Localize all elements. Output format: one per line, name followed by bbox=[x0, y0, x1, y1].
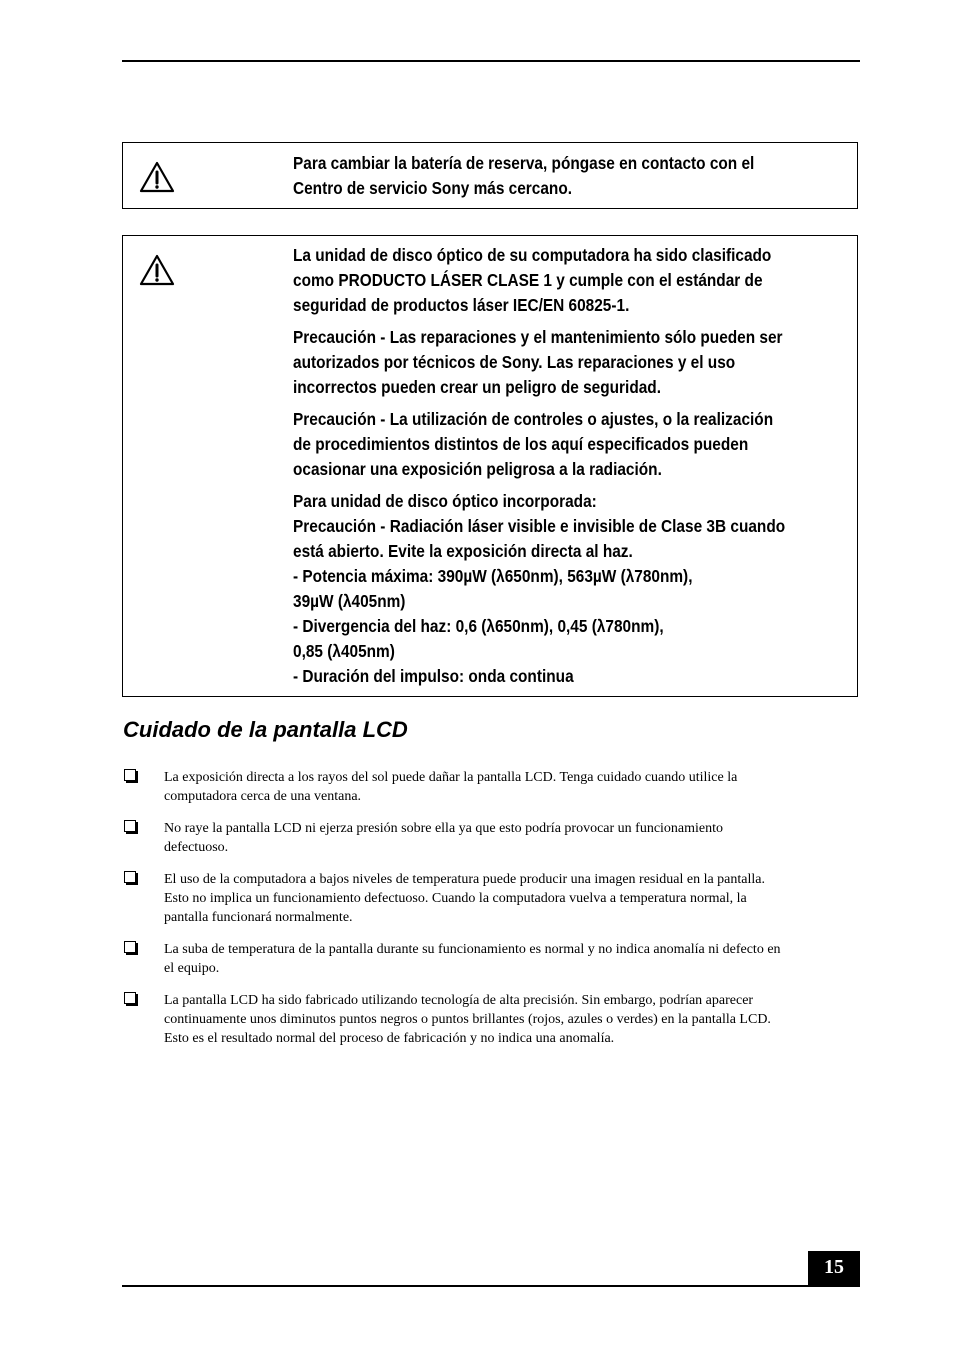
page-number: 15 bbox=[808, 1251, 860, 1286]
controls-caution-paragraph: Precaución - La utilización de controles o ajustes, o la realización de procedimientos distintos de los aquí especificados pueden ocasionar una exposición peligrosa a la radiación. bbox=[293, 409, 774, 479]
radiation-spec-paragraph: Para unidad de disco óptico incorporada: Precaución - Radiación láser visible e invisible de Clase 3B cuando está abierto. Evite la exposición directa al haz. - Potencia máxima: 390µW (λ650nm), 563µW (λ780nm), 39µW (λ405nm) - Divergencia del haz: 0,6 (λ650nm), 0,45 (λ780nm), 0,85 (λ405nm) - Duración del impulso: onda continua bbox=[293, 491, 786, 686]
list-item: No raye la pantalla LCD ni ejerza presión sobre ella ya que esto podría provocar un funcionamiento defectuoso. bbox=[122, 819, 860, 857]
list-item: La pantalla LCD ha sido fabricado utilizando tecnología de alta precisión. Sin embargo, podrían aparecer continuamente unos diminutos puntos negros o puntos brillantes (rojos, azules o verdes) en la pantalla LCD. Esto es el resultado normal del proceso de fabricación y no indica una anomalía. bbox=[122, 991, 860, 1048]
footer-rule bbox=[122, 1285, 860, 1287]
warning-text-laser bbox=[293, 243, 856, 696]
warning-box-laser bbox=[122, 235, 858, 697]
laser-classification-paragraph: La unidad de disco óptico de su computadora ha sido clasificado como PRODUCTO LÁSER CLASE 1 y cumple con el estándar de seguridad de productos láser IEC/EN 60825-1. bbox=[293, 245, 772, 315]
list-item: La exposición directa a los rayos del sol puede dañar la pantalla LCD. Tenga cuidado cuando utilice la computadora cerca de una ventana. bbox=[122, 768, 860, 806]
warning-triangle-icon bbox=[139, 161, 175, 193]
checkbox-bullet-icon bbox=[124, 941, 136, 953]
section-title: Cuidado de la pantalla LCD bbox=[123, 717, 408, 742]
list-item: El uso de la computadora a bajos niveles de temperatura puede producir una imagen residual en la pantalla. Esto no implica un funcionamiento defectuoso. Cuando la computadora vuelva a temperatura normal, la pantalla funcionará normalmente. bbox=[122, 870, 860, 927]
lcd-care-list bbox=[122, 768, 860, 1061]
warning-triangle-icon bbox=[139, 254, 175, 286]
header-rule bbox=[122, 60, 860, 62]
checkbox-bullet-icon bbox=[124, 769, 136, 781]
warning-box-battery bbox=[122, 142, 858, 209]
checkbox-bullet-icon bbox=[124, 871, 136, 883]
checkbox-bullet-icon bbox=[124, 992, 136, 1004]
warning-text-battery: Para cambiar la batería de reserva, póngase en contacto con el Centro de servicio Sony más cercano. bbox=[293, 153, 755, 198]
list-item: La suba de temperatura de la pantalla durante su funcionamiento es normal y no indica anomalía ni defecto en el equipo. bbox=[122, 940, 860, 978]
checkbox-bullet-icon bbox=[124, 820, 136, 832]
repair-caution-paragraph: Precaución - Las reparaciones y el mantenimiento sólo pueden ser autorizados por técnicos de Sony. Las reparaciones y el uso incorrectos pueden crear un peligro de seguridad. bbox=[293, 327, 783, 397]
